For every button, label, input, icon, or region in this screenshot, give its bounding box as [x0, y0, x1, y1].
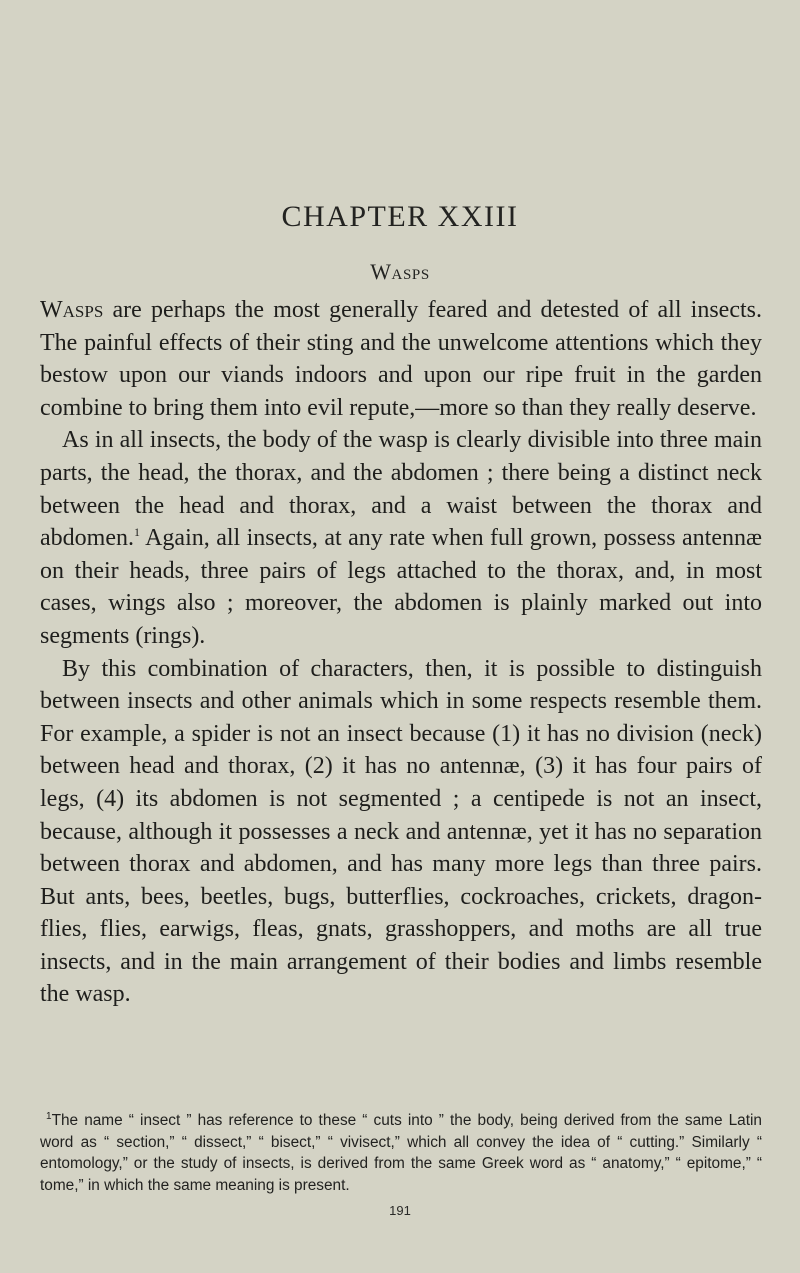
- page-number: 191: [389, 1203, 411, 1218]
- chapter-body: [40, 294, 762, 1011]
- paragraph-2-text-after-note: Again, all insects, at any rate when full grown, possess antennæ on their heads, three pairs of legs attached to the thorax, and, in most cases, wings also ; moreover, the abdomen is plainly marked out into segments (rings).: [40, 525, 762, 649]
- paragraph-3: [40, 653, 762, 1012]
- paragraph-lead-word: Wasps: [40, 297, 104, 323]
- paragraph-1: [40, 294, 762, 424]
- footnote-mark: 1: [46, 1110, 52, 1122]
- footnote-text: The name “ insect ” has reference to these “ cuts into ” the body, being derived from the same Latin word as “ section,” “ dissect,” “ bisect,” “ vivisect,” which all convey the idea of “ cutting.” Similarly “ entomology,” or the study of insects, is derived from the same Greek word as “ anatomy,” “ epitome,” “ tome,” in which the same meaning is present.: [40, 1112, 762, 1194]
- paragraph-3-text: By this combination of characters, then, it is possible to distinguish between insects and other animals which in some respects resemble them. For example, a spider is not an insect because (1) it has no division (neck) between head and thorax, (2) it has no antennæ, (3) it has four pairs of legs, (4) its abdomen is not segmented ; a centipede is not an insect, because, although it possesses a neck and antennæ, yet it has no separation between thorax and abdomen, and has many more legs than three pairs. But ants, bees, beetles, bugs, butterflies, cockroaches, crickets, dragon-flies, flies, earwigs, fleas, gnats, grasshoppers, and moths are all true insects, and in the main arrangement of their bodies and limbs resemble the wasp.: [40, 655, 762, 1008]
- paragraph-2: [40, 424, 762, 652]
- footnote-reference: 1: [133, 525, 140, 540]
- chapter-heading: CHAPTER XXIII: [281, 200, 519, 233]
- paragraph-2-text-before-note: As in all insects, the body of the wasp is clearly divisible into three main parts, the head, the thorax, and the abdomen ; there being a distinct neck between the head and thorax, and a waist between the thorax and abdomen.: [40, 427, 762, 552]
- chapter-title: Wasps: [370, 259, 430, 284]
- footnote: [40, 1110, 762, 1196]
- paragraph-1-text: are perhaps the most generally feared and detested of all insects. The painful effects of their sting and the unwelcome attentions which they bestow upon our viands indoors and upon our ripe fruit in the garden combine to bring them into evil repute,—more so than they really deserve.: [40, 297, 762, 421]
